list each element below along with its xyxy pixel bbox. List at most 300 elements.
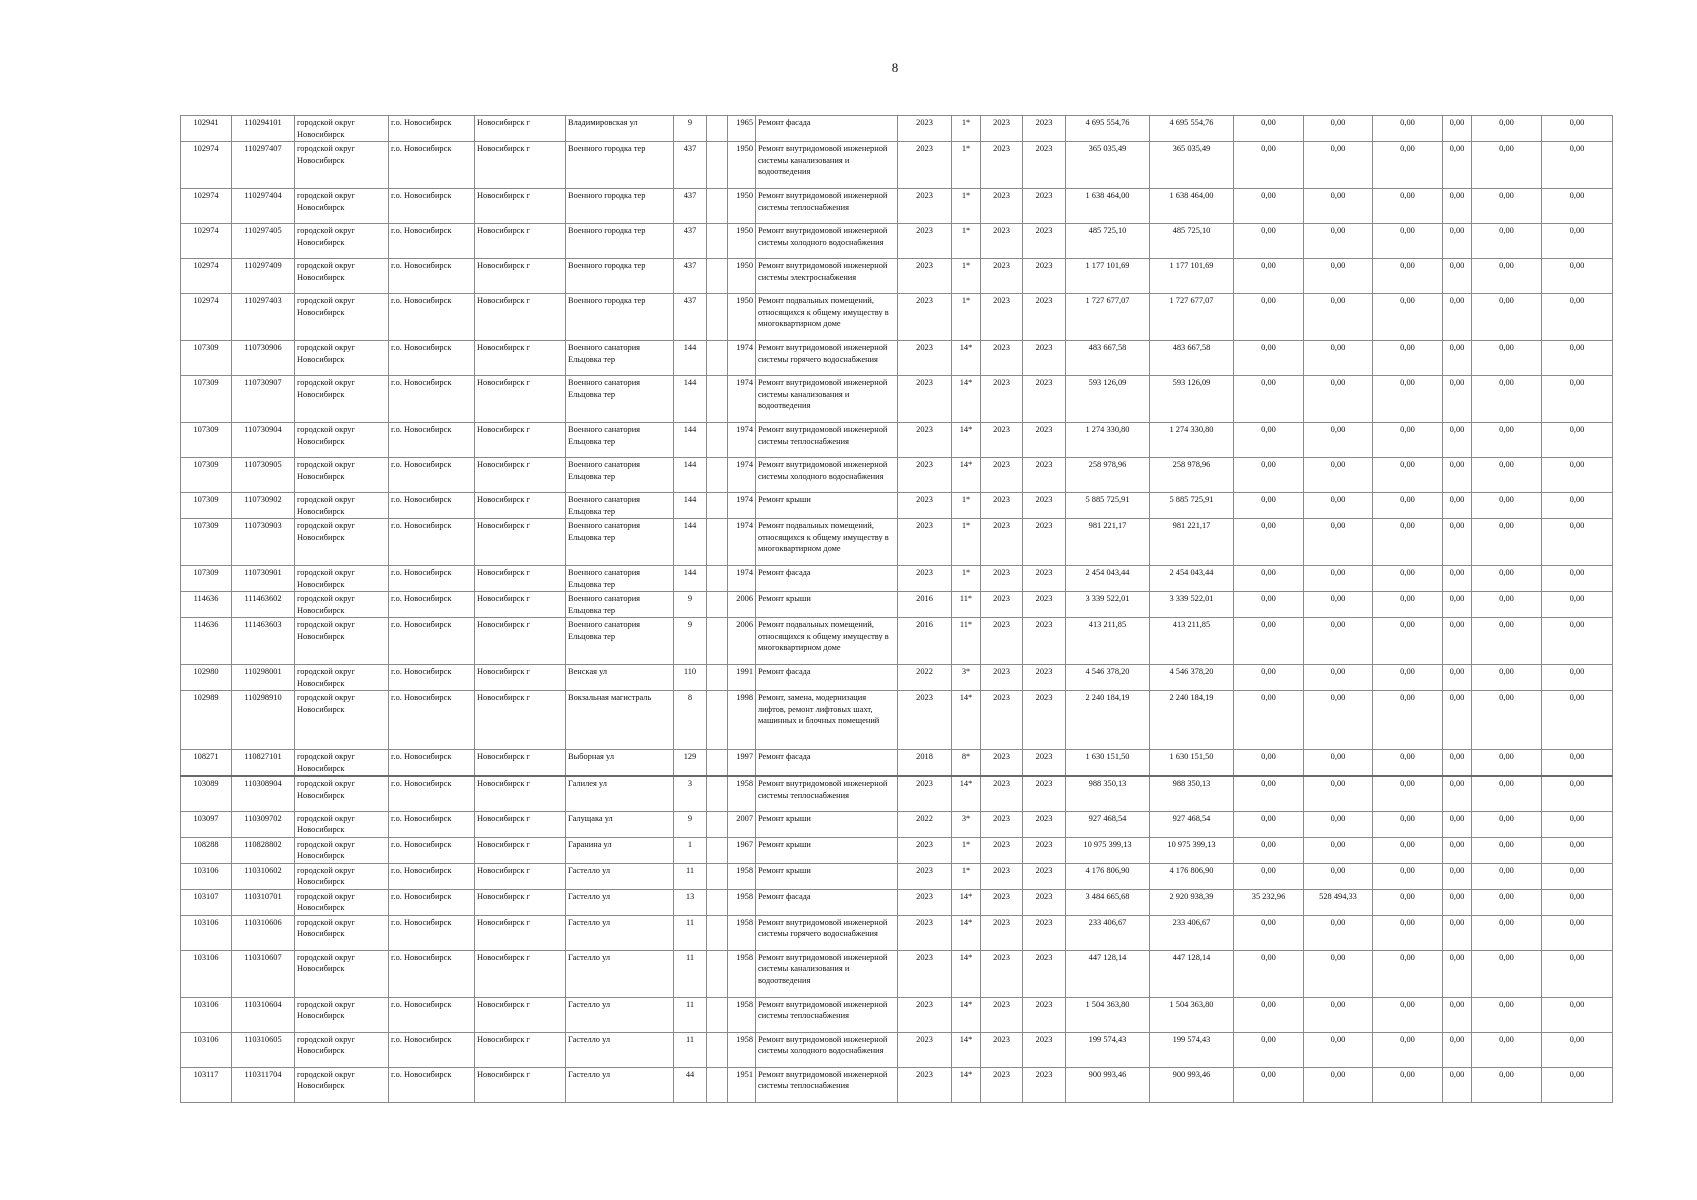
table-cell: 1 504 363,80 <box>1150 997 1234 1032</box>
table-cell: 0,00 <box>1373 950 1443 997</box>
table-cell: 14* <box>952 341 981 376</box>
table-cell: Военного санатория Ельцовка тер <box>566 566 674 592</box>
table-cell: 0,00 <box>1304 341 1373 376</box>
table-cell: 2023 <box>981 592 1023 618</box>
table-cell: Новосибирск г <box>475 750 566 777</box>
table-cell: 0,00 <box>1443 915 1472 950</box>
table-cell: 593 126,09 <box>1066 376 1150 423</box>
table-cell: Ремонт внутридомовой инженерной системы теплоснабжения <box>756 1067 898 1102</box>
table-cell: 2023 <box>981 519 1023 566</box>
table-cell: 0,00 <box>1304 189 1373 224</box>
table-cell: 4 176 806,90 <box>1066 863 1150 889</box>
table-cell: 103106 <box>181 863 232 889</box>
table-cell: 447 128,14 <box>1066 950 1150 997</box>
table-cell: 1974 <box>728 493 756 519</box>
table-cell: 0,00 <box>1304 458 1373 493</box>
table-cell: 437 <box>674 259 707 294</box>
table-cell: 2023 <box>1023 1032 1066 1067</box>
table-cell: 0,00 <box>1304 665 1373 691</box>
table-cell: Гастелло ул <box>566 1032 674 1067</box>
table-cell: 2023 <box>981 950 1023 997</box>
table-cell: 2023 <box>1023 997 1066 1032</box>
table-cell <box>707 915 728 950</box>
table-cell: Новосибирск г <box>475 116 566 142</box>
table-cell: 0,00 <box>1304 997 1373 1032</box>
table-cell: 2023 <box>1023 566 1066 592</box>
table-cell: 0,00 <box>1542 142 1613 189</box>
table-cell: 0,00 <box>1472 915 1542 950</box>
table-cell: 233 406,67 <box>1066 915 1150 950</box>
table-cell: г.о. Новосибирск <box>389 376 475 423</box>
table-cell: 103106 <box>181 1032 232 1067</box>
table-cell: 1 727 677,07 <box>1150 294 1234 341</box>
table-cell: г.о. Новосибирск <box>389 1032 475 1067</box>
table-cell: 0,00 <box>1443 423 1472 458</box>
table-cell: Ремонт внутридомовой инженерной системы горячего водоснабжения <box>756 341 898 376</box>
table-cell: городской округ Новосибирск <box>295 493 389 519</box>
table-cell: 0,00 <box>1304 519 1373 566</box>
table-cell: 0,00 <box>1443 811 1472 837</box>
table-cell: 2023 <box>898 1067 952 1102</box>
table-cell: 9 <box>674 618 707 665</box>
table-cell: 1 638 464,00 <box>1066 189 1150 224</box>
table-cell: 107309 <box>181 423 232 458</box>
table-cell: 11* <box>952 618 981 665</box>
table-cell: 2022 <box>898 665 952 691</box>
table-cell: 103089 <box>181 776 232 811</box>
table-cell: 1* <box>952 493 981 519</box>
table-cell: 110310604 <box>232 997 295 1032</box>
table-cell: Ремонт подвальных помещений, относящихся к общему имуществу в многоквартирном доме <box>756 519 898 566</box>
table-cell: 0,00 <box>1542 750 1613 777</box>
table-cell: 0,00 <box>1443 889 1472 915</box>
table-cell: 0,00 <box>1373 423 1443 458</box>
table-cell: 110308904 <box>232 776 295 811</box>
table-cell: 110730904 <box>232 423 295 458</box>
table-cell: 144 <box>674 423 707 458</box>
table-cell: 0,00 <box>1373 189 1443 224</box>
table-cell: 11 <box>674 950 707 997</box>
table-cell: 2023 <box>898 997 952 1032</box>
table-cell: 0,00 <box>1443 493 1472 519</box>
table-cell: 0,00 <box>1472 493 1542 519</box>
table-cell: 2023 <box>981 665 1023 691</box>
table-cell: 2023 <box>1023 592 1066 618</box>
table-cell: 0,00 <box>1472 811 1542 837</box>
table-cell: г.о. Новосибирск <box>389 691 475 750</box>
table-cell: 2023 <box>981 189 1023 224</box>
table-row <box>181 750 1613 777</box>
table-cell: 2023 <box>1023 665 1066 691</box>
table-cell: г.о. Новосибирск <box>389 294 475 341</box>
table-cell: 0,00 <box>1304 224 1373 259</box>
table-cell: 0,00 <box>1472 750 1542 777</box>
table-cell: 0,00 <box>1373 566 1443 592</box>
table-row <box>181 259 1613 294</box>
table-cell: Ремонт внутридомовой инженерной системы электроснабжения <box>756 259 898 294</box>
table-cell: Вокзальная магистраль <box>566 691 674 750</box>
table-cell: городской округ Новосибирск <box>295 863 389 889</box>
table-cell: городской округ Новосибирск <box>295 950 389 997</box>
table-cell: 0,00 <box>1373 1067 1443 1102</box>
table-cell: г.о. Новосибирск <box>389 116 475 142</box>
table-cell: 4 695 554,76 <box>1150 116 1234 142</box>
table-cell: г.о. Новосибирск <box>389 189 475 224</box>
table-cell: 0,00 <box>1443 618 1472 665</box>
table-cell: Новосибирск г <box>475 691 566 750</box>
table-cell: 483 667,58 <box>1150 341 1234 376</box>
table-cell: Новосибирск г <box>475 294 566 341</box>
table-cell: 14* <box>952 1032 981 1067</box>
table-cell: г.о. Новосибирск <box>389 750 475 777</box>
table-cell: 0,00 <box>1472 1032 1542 1067</box>
table-cell: 988 350,13 <box>1066 776 1150 811</box>
table-cell <box>707 189 728 224</box>
table-cell: 0,00 <box>1542 776 1613 811</box>
table-cell: 110298910 <box>232 691 295 750</box>
table-cell: Новосибирск г <box>475 811 566 837</box>
table-cell: Гастелло ул <box>566 1067 674 1102</box>
table-cell: 0,00 <box>1373 915 1443 950</box>
table-cell: 0,00 <box>1472 116 1542 142</box>
table-cell: 258 978,96 <box>1066 458 1150 493</box>
table-cell: городской округ Новосибирск <box>295 837 389 863</box>
table-cell <box>707 837 728 863</box>
table-cell: 107309 <box>181 566 232 592</box>
table-cell: 2 454 043,44 <box>1066 566 1150 592</box>
table-cell: 0,00 <box>1443 142 1472 189</box>
table-cell: 103106 <box>181 915 232 950</box>
table-row <box>181 665 1613 691</box>
table-cell: 4 176 806,90 <box>1150 863 1234 889</box>
table-cell: 2023 <box>981 376 1023 423</box>
table-row <box>181 1032 1613 1067</box>
table-cell: 0,00 <box>1373 376 1443 423</box>
table-cell: 144 <box>674 341 707 376</box>
table-cell: 2023 <box>898 116 952 142</box>
table-cell <box>707 376 728 423</box>
table-cell: 0,00 <box>1234 519 1304 566</box>
table-cell: 0,00 <box>1542 889 1613 915</box>
table-cell: Новосибирск г <box>475 423 566 458</box>
table-cell: 0,00 <box>1234 750 1304 777</box>
table-cell: городской округ Новосибирск <box>295 423 389 458</box>
table-cell: 1974 <box>728 376 756 423</box>
table-cell: Военного санатория Ельцовка тер <box>566 341 674 376</box>
table-cell: 10 975 399,13 <box>1150 837 1234 863</box>
table-cell: 0,00 <box>1373 458 1443 493</box>
table-cell: 2023 <box>981 458 1023 493</box>
table-cell: 2023 <box>1023 837 1066 863</box>
table-cell: 0,00 <box>1472 691 1542 750</box>
table-cell: 102974 <box>181 189 232 224</box>
table-cell: 1* <box>952 863 981 889</box>
table-cell: 1974 <box>728 519 756 566</box>
table-cell: 0,00 <box>1373 294 1443 341</box>
table-cell: городской округ Новосибирск <box>295 341 389 376</box>
table-cell: Новосибирск г <box>475 997 566 1032</box>
table-cell: 0,00 <box>1304 294 1373 341</box>
table-cell: 1958 <box>728 776 756 811</box>
table-cell: 2023 <box>898 294 952 341</box>
table-cell: 0,00 <box>1443 863 1472 889</box>
table-cell: 0,00 <box>1542 423 1613 458</box>
table-cell: 2023 <box>981 1067 1023 1102</box>
table-cell: 2023 <box>898 1032 952 1067</box>
table-cell: г.о. Новосибирск <box>389 423 475 458</box>
table-cell: городской округ Новосибирск <box>295 915 389 950</box>
table-cell: 2023 <box>1023 811 1066 837</box>
table-cell <box>707 142 728 189</box>
table-cell: 485 725,10 <box>1150 224 1234 259</box>
table-cell: 0,00 <box>1472 618 1542 665</box>
table-cell: 0,00 <box>1542 493 1613 519</box>
table-cell: 437 <box>674 224 707 259</box>
table-cell: 103117 <box>181 1067 232 1102</box>
table-cell: г.о. Новосибирск <box>389 566 475 592</box>
table-cell: 2023 <box>981 863 1023 889</box>
table-cell: 0,00 <box>1234 224 1304 259</box>
table-cell <box>707 294 728 341</box>
table-cell: 0,00 <box>1542 376 1613 423</box>
table-cell: 0,00 <box>1234 618 1304 665</box>
table-cell: 110730905 <box>232 458 295 493</box>
table-cell: 2007 <box>728 811 756 837</box>
table-cell: 233 406,67 <box>1150 915 1234 950</box>
table-cell: Ремонт, замена, модернизация лифтов, ремонт лифтовых шахт, машинных и блочных помещений <box>756 691 898 750</box>
table-cell: 144 <box>674 458 707 493</box>
table-cell: 1974 <box>728 341 756 376</box>
table-cell: 3 339 522,01 <box>1066 592 1150 618</box>
table-row <box>181 423 1613 458</box>
table-cell: 0,00 <box>1542 950 1613 997</box>
table-cell: 2023 <box>1023 458 1066 493</box>
table-cell: 107309 <box>181 493 232 519</box>
table-cell: 1 630 151,50 <box>1066 750 1150 777</box>
table-cell: 2023 <box>1023 889 1066 915</box>
table-cell: Новосибирск г <box>475 592 566 618</box>
table-cell: Военного санатория Ельцовка тер <box>566 423 674 458</box>
table-cell <box>707 1032 728 1067</box>
table-cell: Ремонт внутридомовой инженерной системы теплоснабжения <box>756 189 898 224</box>
table-cell: 0,00 <box>1304 618 1373 665</box>
table-cell: 0,00 <box>1373 1032 1443 1067</box>
table-cell: 2016 <box>898 618 952 665</box>
table-cell: 900 993,46 <box>1066 1067 1150 1102</box>
table-cell: Гастелло ул <box>566 915 674 950</box>
table-cell: Военного городка тер <box>566 224 674 259</box>
table-cell <box>707 889 728 915</box>
table-cell: 2023 <box>898 889 952 915</box>
table-cell: 1* <box>952 142 981 189</box>
table-cell: городской округ Новосибирск <box>295 294 389 341</box>
table-cell: 11* <box>952 592 981 618</box>
table-cell: 111463603 <box>232 618 295 665</box>
table-cell: 199 574,43 <box>1066 1032 1150 1067</box>
table-cell: Ремонт фасада <box>756 750 898 777</box>
table-cell: 0,00 <box>1443 997 1472 1032</box>
table-cell: 0,00 <box>1443 750 1472 777</box>
table-cell: городской округ Новосибирск <box>295 224 389 259</box>
table-cell: 0,00 <box>1373 618 1443 665</box>
table-cell: 110311704 <box>232 1067 295 1102</box>
table-cell: 437 <box>674 142 707 189</box>
table-cell: городской округ Новосибирск <box>295 889 389 915</box>
table-cell: 1 274 330,80 <box>1066 423 1150 458</box>
table-cell: 0,00 <box>1443 837 1472 863</box>
table-cell: 0,00 <box>1304 837 1373 863</box>
table-cell: 2023 <box>1023 618 1066 665</box>
table-cell: Ремонт внутридомовой инженерной системы холодного водоснабжения <box>756 224 898 259</box>
table-cell: Ремонт внутридомовой инженерной системы горячего водоснабжения <box>756 915 898 950</box>
table-cell: 102941 <box>181 116 232 142</box>
table-row <box>181 519 1613 566</box>
table-cell <box>707 811 728 837</box>
table-cell: 110310701 <box>232 889 295 915</box>
table-cell: 2023 <box>981 142 1023 189</box>
table-cell: Гаранина ул <box>566 837 674 863</box>
table-cell <box>707 423 728 458</box>
table-cell: 2023 <box>1023 1067 1066 1102</box>
table-cell: г.о. Новосибирск <box>389 618 475 665</box>
table-cell: 0,00 <box>1304 142 1373 189</box>
table-cell: 108288 <box>181 837 232 863</box>
table-cell: 14* <box>952 376 981 423</box>
table-cell: 1950 <box>728 189 756 224</box>
table-cell: городской округ Новосибирск <box>295 458 389 493</box>
table-cell <box>707 341 728 376</box>
table-cell: городской округ Новосибирск <box>295 776 389 811</box>
table-cell <box>707 950 728 997</box>
table-cell: 103106 <box>181 950 232 997</box>
table-cell: 110297405 <box>232 224 295 259</box>
table-cell: 199 574,43 <box>1150 1032 1234 1067</box>
table-cell: 110297407 <box>232 142 295 189</box>
table-cell: г.о. Новосибирск <box>389 493 475 519</box>
table-cell: Военного санатория Ельцовка тер <box>566 458 674 493</box>
table-cell: 14* <box>952 776 981 811</box>
table-row <box>181 889 1613 915</box>
table-cell: 0,00 <box>1373 116 1443 142</box>
table-cell: 1974 <box>728 458 756 493</box>
table-cell: 110828802 <box>232 837 295 863</box>
table-cell: 14* <box>952 997 981 1032</box>
table-cell: 2 240 184,19 <box>1066 691 1150 750</box>
table-cell: 0,00 <box>1472 566 1542 592</box>
table-cell: 927 468,54 <box>1150 811 1234 837</box>
table-cell: 2023 <box>1023 950 1066 997</box>
table-cell: 0,00 <box>1542 691 1613 750</box>
table-row <box>181 142 1613 189</box>
table-cell: 1997 <box>728 750 756 777</box>
table-cell: 0,00 <box>1472 259 1542 294</box>
table-row <box>181 776 1613 811</box>
table-cell: 110297409 <box>232 259 295 294</box>
table-cell: 2023 <box>1023 259 1066 294</box>
table-cell: г.о. Новосибирск <box>389 341 475 376</box>
table-cell: 437 <box>674 294 707 341</box>
table-cell: 0,00 <box>1234 811 1304 837</box>
table-cell: городской округ Новосибирск <box>295 750 389 777</box>
table-cell: 0,00 <box>1304 863 1373 889</box>
table-cell: 0,00 <box>1373 341 1443 376</box>
table-cell: 1951 <box>728 1067 756 1102</box>
table-cell: 0,00 <box>1472 837 1542 863</box>
table-cell: 0,00 <box>1443 776 1472 811</box>
table-cell: 0,00 <box>1234 458 1304 493</box>
table-cell: 1958 <box>728 997 756 1032</box>
table-cell: 2023 <box>898 566 952 592</box>
table-cell: Новосибирск г <box>475 458 566 493</box>
table-cell: 10 975 399,13 <box>1066 837 1150 863</box>
table-cell: 0,00 <box>1373 691 1443 750</box>
table-cell: 365 035,49 <box>1150 142 1234 189</box>
table-cell: 3* <box>952 811 981 837</box>
table-cell: 0,00 <box>1234 294 1304 341</box>
capital-repair-table <box>180 115 1613 1103</box>
table-cell: 0,00 <box>1542 224 1613 259</box>
table-cell: 1950 <box>728 294 756 341</box>
table-cell: Военного санатория Ельцовка тер <box>566 493 674 519</box>
table-cell: Военного городка тер <box>566 189 674 224</box>
table-cell: 2023 <box>1023 519 1066 566</box>
table-cell: 0,00 <box>1234 863 1304 889</box>
table-cell: г.о. Новосибирск <box>389 915 475 950</box>
table-cell: Ремонт фасада <box>756 665 898 691</box>
table-cell: 2023 <box>981 294 1023 341</box>
table-cell: 0,00 <box>1304 259 1373 294</box>
table-row <box>181 592 1613 618</box>
table-cell: 1 504 363,80 <box>1066 997 1150 1032</box>
table-row <box>181 294 1613 341</box>
table-cell: 485 725,10 <box>1066 224 1150 259</box>
table-cell <box>707 997 728 1032</box>
table-row <box>181 950 1613 997</box>
table-cell: 2023 <box>898 519 952 566</box>
table-cell: 110310606 <box>232 915 295 950</box>
table-cell: 102974 <box>181 294 232 341</box>
table-cell: 0,00 <box>1542 189 1613 224</box>
table-cell: 110 <box>674 665 707 691</box>
table-cell: 2016 <box>898 592 952 618</box>
table-cell: 0,00 <box>1472 224 1542 259</box>
table-cell: 1 177 101,69 <box>1150 259 1234 294</box>
table-row <box>181 189 1613 224</box>
table-row <box>181 493 1613 519</box>
table-row <box>181 618 1613 665</box>
table-cell: 2 240 184,19 <box>1150 691 1234 750</box>
table-cell: 2023 <box>981 423 1023 458</box>
table-cell: 0,00 <box>1234 837 1304 863</box>
table-cell: 0,00 <box>1373 776 1443 811</box>
table-cell: 0,00 <box>1234 1067 1304 1102</box>
table-cell: 0,00 <box>1542 458 1613 493</box>
table-row <box>181 837 1613 863</box>
table-cell: г.о. Новосибирск <box>389 259 475 294</box>
table-cell: 2023 <box>981 915 1023 950</box>
table-cell: Выборная ул <box>566 750 674 777</box>
table-cell: 2 454 043,44 <box>1150 566 1234 592</box>
table-cell: 111463602 <box>232 592 295 618</box>
table-cell: г.о. Новосибирск <box>389 889 475 915</box>
table-cell: 1* <box>952 294 981 341</box>
table-cell: 0,00 <box>1373 592 1443 618</box>
table-cell: 35 232,96 <box>1234 889 1304 915</box>
table-cell: городской округ Новосибирск <box>295 592 389 618</box>
table-cell: 1991 <box>728 665 756 691</box>
table-cell: 2006 <box>728 592 756 618</box>
table-cell: 528 494,33 <box>1304 889 1373 915</box>
